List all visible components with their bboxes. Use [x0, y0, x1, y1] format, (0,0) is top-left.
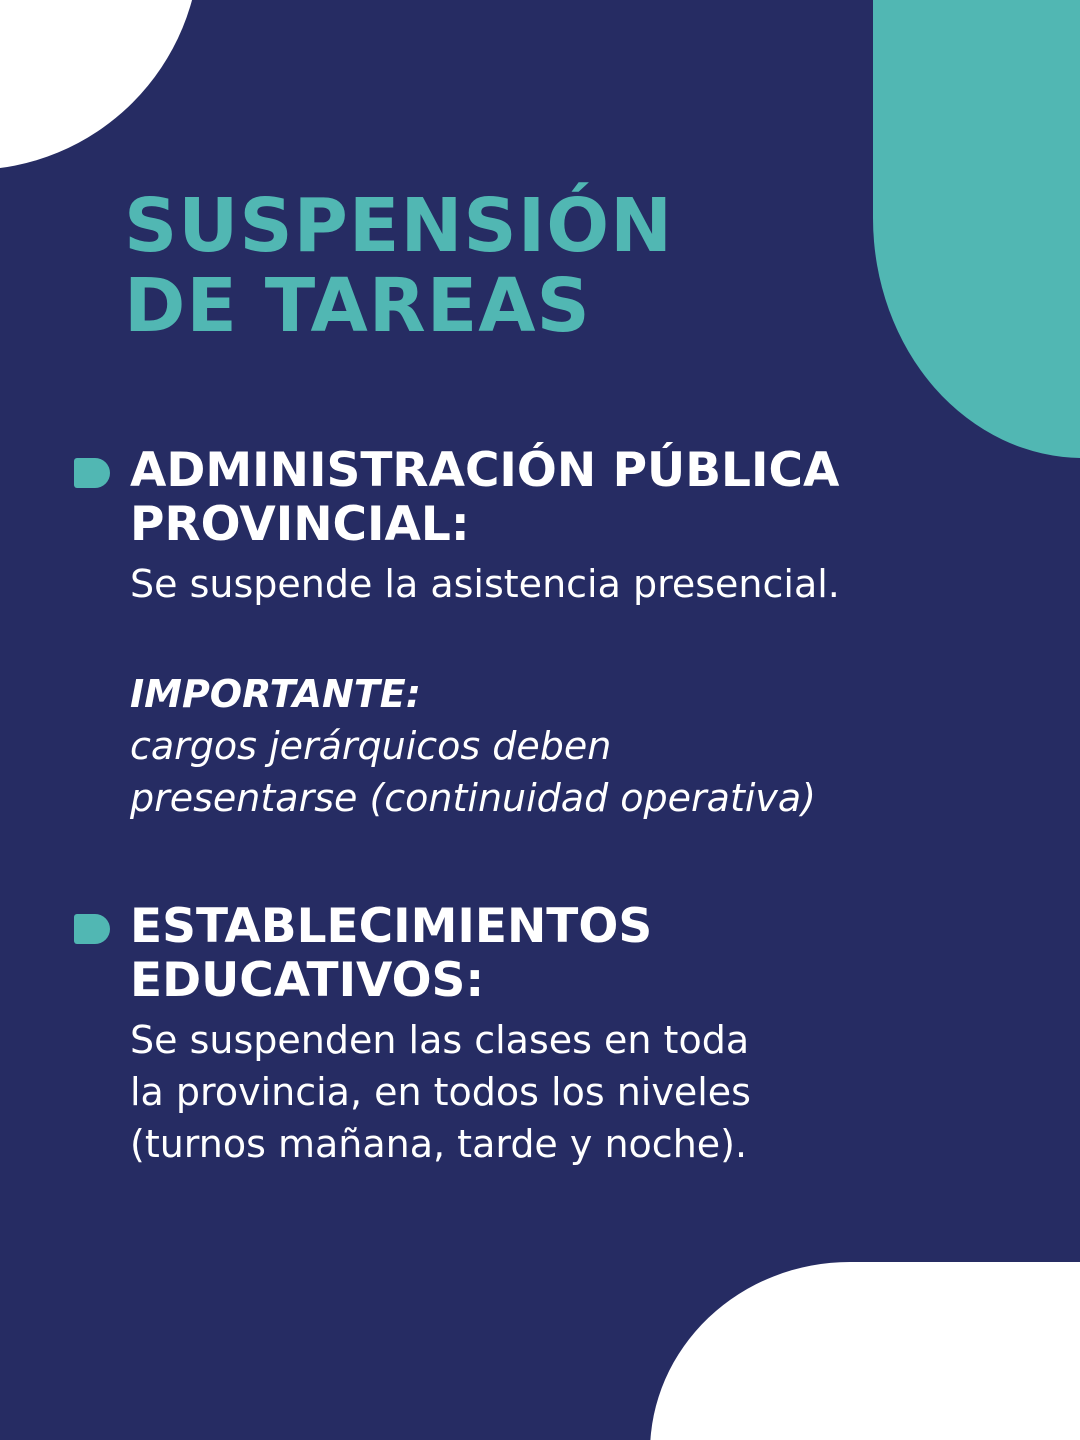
page-title: [124, 183, 674, 349]
heading-line-1: ESTABLECIMIENTOS: [130, 899, 653, 954]
bullet-icon: [74, 914, 110, 944]
important-line: cargos jerárquicos deben: [130, 724, 612, 768]
section-educational-establishments: [130, 900, 1050, 1170]
section-heading: [130, 900, 1050, 1008]
important-label: IMPORTANTE:: [130, 672, 421, 716]
important-line: presentarse (continuidad operativa): [130, 776, 817, 820]
decorative-shape-bottom-right: [650, 1262, 1080, 1440]
body-line: Se suspende la asistencia presencial.: [130, 562, 840, 606]
title-line-1: SUSPENSIÓN: [124, 183, 674, 269]
important-text: [130, 720, 1050, 824]
section-body: [130, 558, 1050, 610]
body-line: Se suspenden las clases en toda: [130, 1018, 750, 1062]
body-line: (turnos mañana, tarde y noche).: [130, 1122, 748, 1166]
heading-line-1: ADMINISTRACIÓN PÚBLICA: [130, 443, 840, 498]
section-public-administration: [130, 444, 1050, 824]
decorative-shape-top-right: [873, 0, 1080, 458]
section-heading: [130, 444, 1050, 552]
heading-line-2: PROVINCIAL:: [130, 497, 470, 552]
body-line: la provincia, en todos los niveles: [130, 1070, 751, 1114]
section-body: [130, 1014, 1050, 1170]
bullet-icon: [74, 458, 110, 488]
decorative-shape-top-left: [0, 0, 200, 170]
title-line-2: DE TAREAS: [124, 263, 591, 349]
heading-line-2: EDUCATIVOS:: [130, 953, 485, 1008]
